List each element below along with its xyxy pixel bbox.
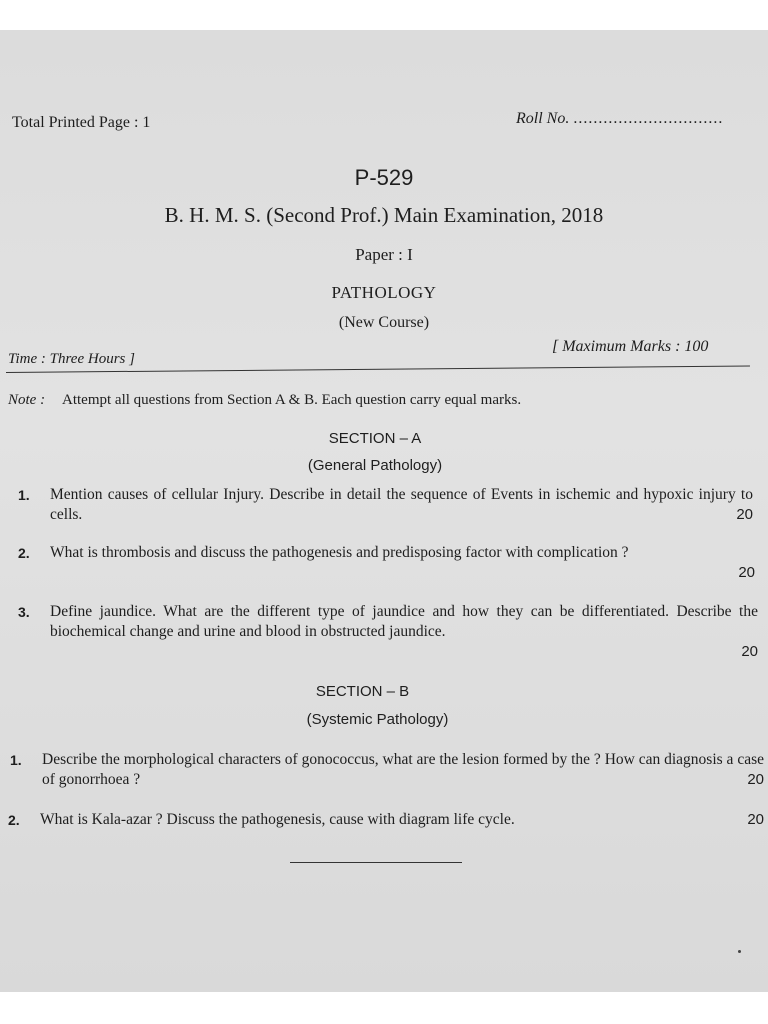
- section-a-subtitle: (General Pathology): [307, 457, 443, 474]
- paper-code: P-529: [354, 165, 414, 190]
- question-a2: [18, 543, 755, 587]
- question-text: Describe the morphological characters of gonococcus, what are the lesion formed by the ? How can diagnosis a case of gonorrhoea ?: [42, 751, 764, 788]
- time-allowed: Time : Three Hours ]: [8, 351, 135, 367]
- subject-title: PATHOLOGY: [331, 283, 437, 302]
- question-text: Mention causes of cellular Injury. Describe in detail the sequence of Events in ischemic and hypoxic injury to cells.: [50, 486, 753, 523]
- question-number: 2.: [18, 545, 30, 561]
- roll-blank: ..............................: [573, 110, 724, 127]
- question-marks: 20: [741, 643, 758, 660]
- question-number: 1.: [18, 487, 30, 503]
- maximum-marks: [ Maximum Marks : 100: [552, 338, 709, 355]
- section-b-title: SECTION – B: [315, 683, 410, 700]
- exam-paper: [0, 30, 768, 992]
- exam-title: B. H. M. S. (Second Prof.) Main Examination, 2018: [164, 203, 604, 227]
- question-b2: [8, 810, 764, 832]
- end-divider: [290, 862, 462, 863]
- total-printed-page: Total Printed Page : 1: [12, 114, 151, 131]
- section-a-title: SECTION – A: [328, 430, 422, 447]
- note-label: Note :: [8, 392, 46, 408]
- question-number: 2.: [8, 812, 20, 828]
- section-b-subtitle: (Systemic Pathology): [306, 711, 449, 728]
- question-a1: [18, 485, 753, 529]
- roll-label: Roll No.: [516, 110, 570, 127]
- question-marks: 20: [747, 771, 764, 788]
- paper-number: Paper : I: [355, 245, 413, 264]
- question-a3: [18, 602, 758, 668]
- question-number: 3.: [18, 604, 30, 620]
- question-text: What is thrombosis and discuss the pathogenesis and predisposing factor with complication ?: [50, 544, 629, 561]
- course-type: (New Course): [338, 314, 430, 331]
- question-b1: [10, 750, 764, 794]
- question-number: 1.: [10, 752, 22, 768]
- paper-speck: [738, 950, 741, 953]
- question-marks: 20: [738, 564, 755, 581]
- question-marks: 20: [736, 506, 753, 523]
- instructions-note: [8, 392, 521, 409]
- note-text: Attempt all questions from Section A & B. Each question carry equal marks.: [62, 392, 522, 408]
- roll-number: [516, 110, 723, 128]
- question-marks: 20: [747, 811, 764, 828]
- question-text: What is Kala-azar ? Discuss the pathogenesis, cause with diagram life cycle.: [40, 811, 515, 828]
- question-text: Define jaundice. What are the different type of jaundice and how they can be differentiated. Describe the biochemical change and urine and blood in obstructed jaundice.: [50, 603, 758, 640]
